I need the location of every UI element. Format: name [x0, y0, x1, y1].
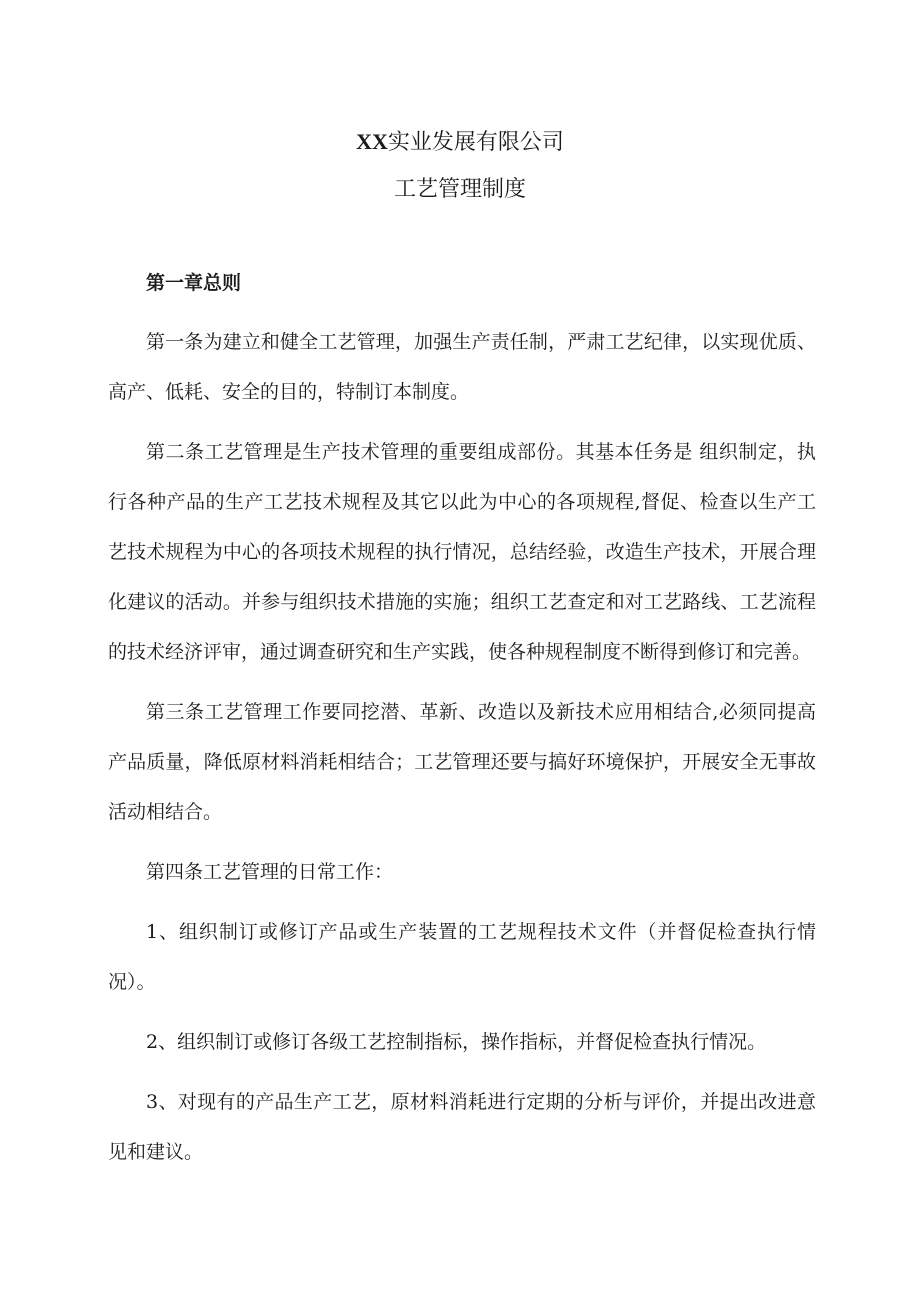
- article-1-paragraph: 第一条为建立和健全工艺管理，加强生产责任制，严肃工艺纪律，以实现优质、高产、低耗、安全的目的，特制订本制度。: [108, 331, 816, 403]
- company-suffix: 实业发展有限公司: [387, 130, 564, 155]
- chapter-heading: 第一章总则: [146, 272, 242, 294]
- list-item-2: 2、组织制订或修订各级工艺控制指标，操作指标，并督促检查执行情况。: [146, 1031, 767, 1053]
- document-title: 工艺管理制度: [393, 177, 526, 202]
- company-prefix: XX: [356, 129, 388, 154]
- list-item-1: 1、组织制订或修订产品或生产装置的工艺规程技术文件（并督促检查执行情况）。: [108, 921, 816, 993]
- article-2-paragraph: 第二条工艺管理是生产技术管理的重要组成部份。其基本任务是 组织制定，执行各种产品的生产工艺技术规程及其它以此为中心的各项规程,督促、检查以生产工艺技术规程为中心的各项技术规程的执行情况，总结经验，改造生产技术，开展合理化建议的活动。并参与组织技术措施的实施；组织工艺查定和对工艺路线、工艺流程的技术经济评审，通过调查研究和生产实践，使各种规程制度不断得到修订和完善。: [108, 441, 816, 663]
- document-body: [108, 268, 816, 1177]
- article-3-paragraph: 第三条工艺管理工作要同挖潜、革新、改造以及新技术应用相结合,必须同提高产品质量，降低原材料消耗相结合；工艺管理还要与搞好环境保护，开展安全无事故活动相结合。: [108, 701, 816, 823]
- list-item-3: 3、对现有的产品生产工艺，原材料消耗进行定期的分析与评价，并提出改进意见和建议。: [108, 1091, 816, 1163]
- article-4-paragraph: 第四条工艺管理的日常工作：: [146, 861, 394, 883]
- company-name: [0, 127, 920, 158]
